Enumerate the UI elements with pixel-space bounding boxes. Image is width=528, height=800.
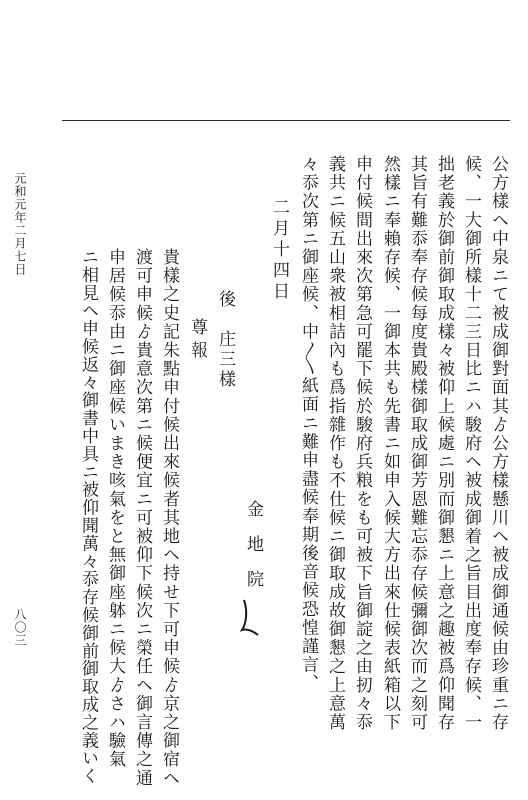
letter1-reply-label: 尊報 — [187, 318, 207, 364]
letter1-line-3: 拙老義於御前御取成樣々被仰上候處ニ別而御懇ニ上意之趣被爲仰聞存 — [434, 155, 454, 732]
letter1-line-4: 其旨有難忝奉存候每度貴殿樣御取成御芳恩難忘忝存候彌御次而之刻可 — [407, 155, 427, 732]
letter2-line-3: 申居候忝由ニ御座候いまき咳氣をと無御座躰ニ候大ゟさハ驗氣 — [105, 248, 125, 769]
letter1-line-8: 々忝次第ニ御座候、中〳〵紙面ニ難申盡候奉期後音候恐惶謹言、 — [298, 155, 318, 693]
letter1-recipient: 後 庄三樣 — [215, 290, 235, 390]
letter2-line-2: 渡可申候ゟ貴意次第ニ候便宜ニ可被仰下候次ニ榮任ヘ御言傳之通 — [132, 248, 152, 788]
letter1-line-2: 候、一大御所樣十二三日比ニハ駿府ヘ被成御着之旨目出度奉存候、一 — [461, 155, 481, 732]
header-rule — [62, 120, 510, 121]
letter2-line-1: 貴樣之史記朱點申付候出來候者其地ヘ持せ下可申候ゟ京之御宿ヘ — [159, 248, 179, 788]
letter1-line-5: 然樣ニ奉賴存候、一御本共も先書ニ如申入候大方出來仕候表紙箱以下 — [380, 155, 400, 732]
letter1-line-6: 申付候間出來次第急可罷下候於駿府兵粮をも可被下旨御諚之由扨々忝 — [352, 155, 372, 732]
date-margin: 元和元年二月七日 — [13, 172, 27, 276]
letter1-date: 二月十四日 — [269, 198, 289, 303]
letter1-sender: 金地院 — [243, 500, 263, 605]
page-number: 八〇三 — [13, 608, 27, 647]
letter1-line-1: 公方樣ヘ中泉ニて被成御對面其ゟ公方樣懸川ヘ被成御通候由珍重ニ存 — [488, 155, 508, 732]
letter1-line-7: 義共ニ候五山衆被相詰內も爲指雜作も不仕候ニ御取成故御懇之上意萬 — [325, 155, 345, 732]
letter2-line-4: ニ相見ヘ申候返々御書中具ニ被仰聞萬々忝存候御前御取成之義いく — [78, 248, 98, 785]
signature-flourish — [238, 598, 262, 638]
